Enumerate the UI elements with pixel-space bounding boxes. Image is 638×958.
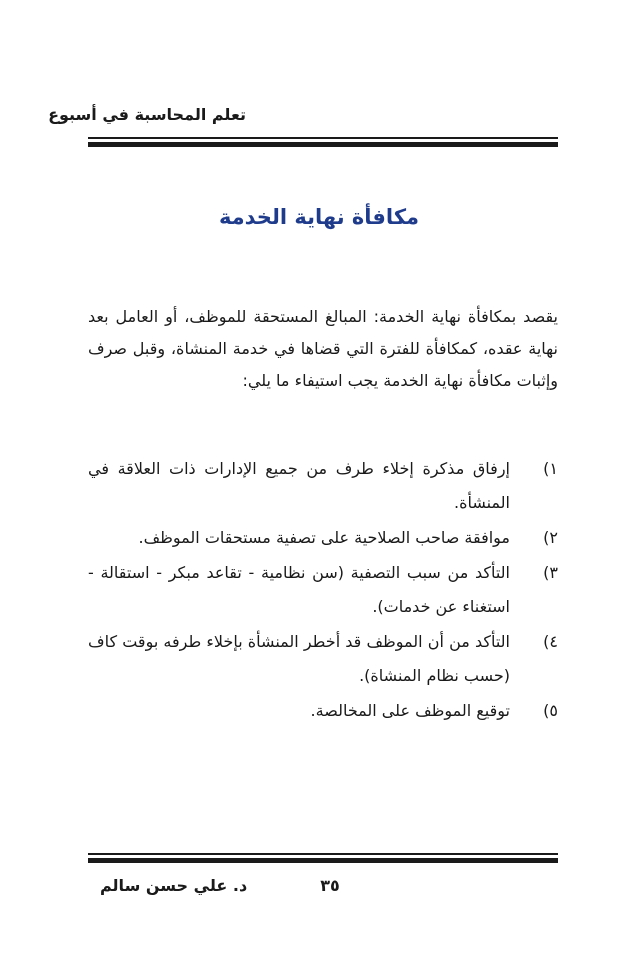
list-item-text: التأكد من أن الموظف قد أخطر المنشأة بإخلاء طرفه بوقت كاف (حسب نظام المنشاة).	[88, 632, 510, 685]
list-item	[88, 625, 558, 693]
intro-paragraph: يقصد بمكافأة نهاية الخدمة: المبالغ المستحقة للموظف، أو العامل بعد نهاية عقده، كمكافأة للفترة التي قضاها في خدمة المنشاة، وقبل صرف وإثبات مكافأة نهاية الخدمة يجب استيفاء ما يلي:	[88, 307, 558, 390]
list-item	[88, 694, 558, 728]
list-item-text: إرفاق مذكرة إخلاء طرف من جميع الإدارات ذات العلاقة في المنشأة.	[88, 459, 510, 512]
footer-divider-thick	[88, 858, 558, 863]
header-divider-thick	[88, 142, 558, 147]
running-header-title: تعلم المحاسبة في أسبوع	[48, 105, 246, 124]
requirements-list	[88, 452, 558, 729]
page-number: ٣٥	[320, 876, 340, 895]
list-item-number: ٢)	[543, 528, 558, 547]
list-item-text: توقيع الموظف على المخالصة.	[310, 701, 510, 720]
author-name: د. علي حسن سالم	[100, 876, 248, 895]
list-item-number: ١)	[543, 459, 558, 478]
list-item-number: ٣)	[543, 563, 558, 582]
list-item-number: ٤)	[543, 632, 558, 651]
list-item-text: موافقة صاحب الصلاحية على تصفية مستحقات الموظف.	[138, 528, 510, 547]
list-item	[88, 521, 558, 555]
list-item-text: التأكد من سبب التصفية (سن نظامية - تقاعد مبكر - استقالة - استغناء عن خدمات).	[88, 563, 510, 616]
header-divider-thin	[88, 137, 558, 139]
list-item	[88, 452, 558, 520]
list-item	[88, 556, 558, 624]
footer-divider-thin	[88, 853, 558, 855]
section-title: مكافأة نهاية الخدمة	[218, 205, 420, 229]
list-item-number: ٥)	[543, 701, 558, 720]
